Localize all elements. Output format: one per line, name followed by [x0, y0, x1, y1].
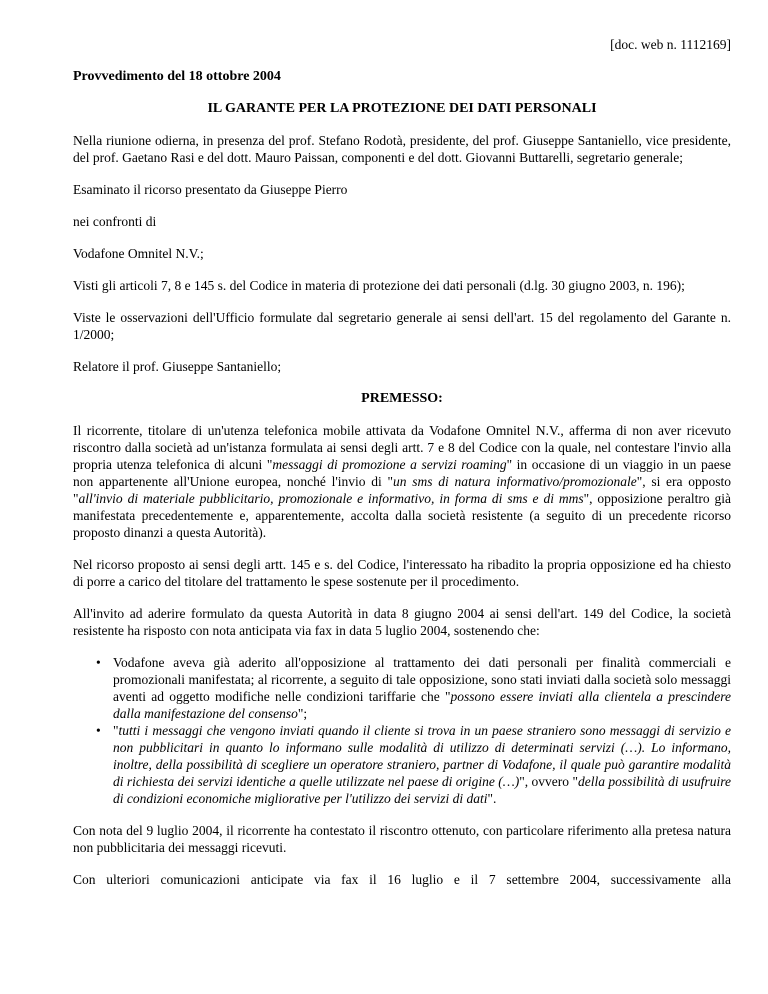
text-run: Esaminato il ricorso presentato da Giuseppe Pierro: [73, 182, 348, 197]
ulteriori-comunicazioni: [73, 871, 731, 888]
text-run: ";: [297, 706, 308, 721]
invito-aderire: [73, 605, 731, 639]
visti-articoli: [73, 277, 731, 294]
ricorrente-paragraph: [73, 422, 731, 541]
text-run: ", opposizione peraltro già manifestata precedentemente e, apparentemente, accolta dalla società resistente (a seguito di un precedente ricorso proposto dinanzi a questa Autorità).: [73, 491, 731, 540]
bullet-item: [113, 654, 731, 722]
text-run: Nella riunione odierna, in presenza del prof. Stefano Rodotà, presidente, del prof. Giuseppe Santaniello, vice presidente, del prof. Gaetano Rasi e del dott. Mauro Paissan, componenti e del dott. Giovanni Buttarelli, segretario generale;: [73, 133, 731, 165]
resistente-name: [73, 245, 731, 262]
text-run: " in occasione di un viaggio in un paese non appartenente all'Unione europea, nonché l'invio di ": [73, 457, 731, 489]
text-run: Nel ricorso proposto ai sensi degli artt. 145 e s. del Codice, l'interessato ha ribadito la propria opposizione ed ha chiesto di porre a carico del titolare del trattamento le spese sostenute per il procedimento.: [73, 557, 731, 589]
italic-text-run: tutti i messaggi che vengono inviati quando il cliente si trova in un paese straniero sono messaggi di servizio e non pubblicitari in quanto lo informano sulle modalità di utilizzo di determinati servizi (…). Lo informano, inoltre, della possibilità di scegliere un operatore straniero, partner di Vodafone, il quale può garantire modalità di richiesta dei servizi identiche a quelle utilizzate nel paese di origine (…): [113, 723, 731, 789]
text-run: nei confronti di: [73, 214, 157, 229]
text-run: Con nota del 9 luglio 2004, il ricorrente ha contestato il riscontro ottenuto, con particolare riferimento alla pretesa natura non pubblicitaria dei messaggi ricevuti.: [73, 823, 731, 855]
italic-text-run: possono essere inviati alla clientela a prescindere dalla manifestazione del consenso: [113, 689, 731, 721]
bold-text-run: IL GARANTE PER LA PROTEZIONE DEI DATI PERSONALI: [207, 101, 597, 116]
italic-text-run: all'invio di materiale pubblicitario, promozionale e informativo, in forma di sms e di mms: [78, 491, 584, 506]
premesso-heading: [73, 390, 731, 407]
text-run: All'invito ad aderire formulato da questa Autorità in data 8 giugno 2004 ai sensi dell'art. 149 del Codice, la società resistente ha risposto con nota anticipata via fax in data 5 luglio 2004, sostenendo che:: [73, 606, 731, 638]
text-run: Vodafone Omnitel N.V.;: [73, 246, 204, 261]
document-body: [73, 36, 731, 888]
text-run: ", si era opposto ": [73, 474, 732, 506]
nei-confronti-di: [73, 213, 731, 230]
attendees-paragraph: [73, 132, 731, 166]
text-run: [doc. web n. 1112169]: [610, 37, 731, 52]
text-run: Vodafone aveva già aderito all'opposizione al trattamento dei dati personali per finalità commerciali e promozionali manifestata; al ricorrente, a seguito di tale opposizione, sono stati inviati dalla società solo messaggi aventi ad oggetto modifiche nelle condizioni tariffarie che ": [113, 655, 731, 704]
bold-text-run: Provvedimento del 18 ottobre 2004: [73, 69, 281, 84]
text-run: ", ovvero ": [519, 774, 578, 789]
vodafone-risposta-bullets: [73, 654, 731, 807]
ricorso-esaminato: [73, 181, 731, 198]
text-run: Con ulteriori comunicazioni anticipate via fax il 16 luglio e il 7 settembre 2004, successivamente alla: [73, 872, 731, 887]
text-run: Visti gli articoli 7, 8 e 145 s. del Codice in materia di protezione dei dati personali (d.lg. 30 giugno 2003, n. 196);: [73, 278, 685, 293]
italic-text-run: un sms di natura informativo/promozionale: [393, 474, 637, 489]
text-run: Il ricorrente, titolare di un'utenza telefonica mobile attivata da Vodafone Omnitel N.V., afferma di non aver ricevuto riscontro dalla società ad un'istanza formulata ai sensi degli artt. 7 e 8 del Codice con la quale, nel contestare l'invio alla propria utenza telefonica di alcuni ": [73, 423, 731, 472]
garante-heading: [73, 100, 731, 117]
text-run: ": [113, 723, 119, 738]
ricorso-ribadito: [73, 556, 731, 590]
provision-date-title: [73, 68, 731, 85]
doc-web-ref: [73, 36, 731, 53]
text-run: Viste le osservazioni dell'Ufficio formulate dal segretario generale ai sensi dell'art. 15 del regolamento del Garante n. 1/2000;: [73, 310, 731, 342]
text-run: Relatore il prof. Giuseppe Santaniello;: [73, 359, 282, 374]
bold-text-run: PREMESSO:: [361, 391, 443, 406]
bullet-item: [113, 722, 731, 807]
italic-text-run: messaggi di promozione a servizi roaming: [272, 457, 507, 472]
nota-9-luglio: [73, 822, 731, 856]
text-run: ".: [487, 791, 497, 806]
relatore: [73, 358, 731, 375]
viste-osservazioni: [73, 309, 731, 343]
italic-text-run: della possibilità di usufruire di condizioni economiche migliorative per l'utilizzo dei servizi di dati: [113, 774, 731, 806]
